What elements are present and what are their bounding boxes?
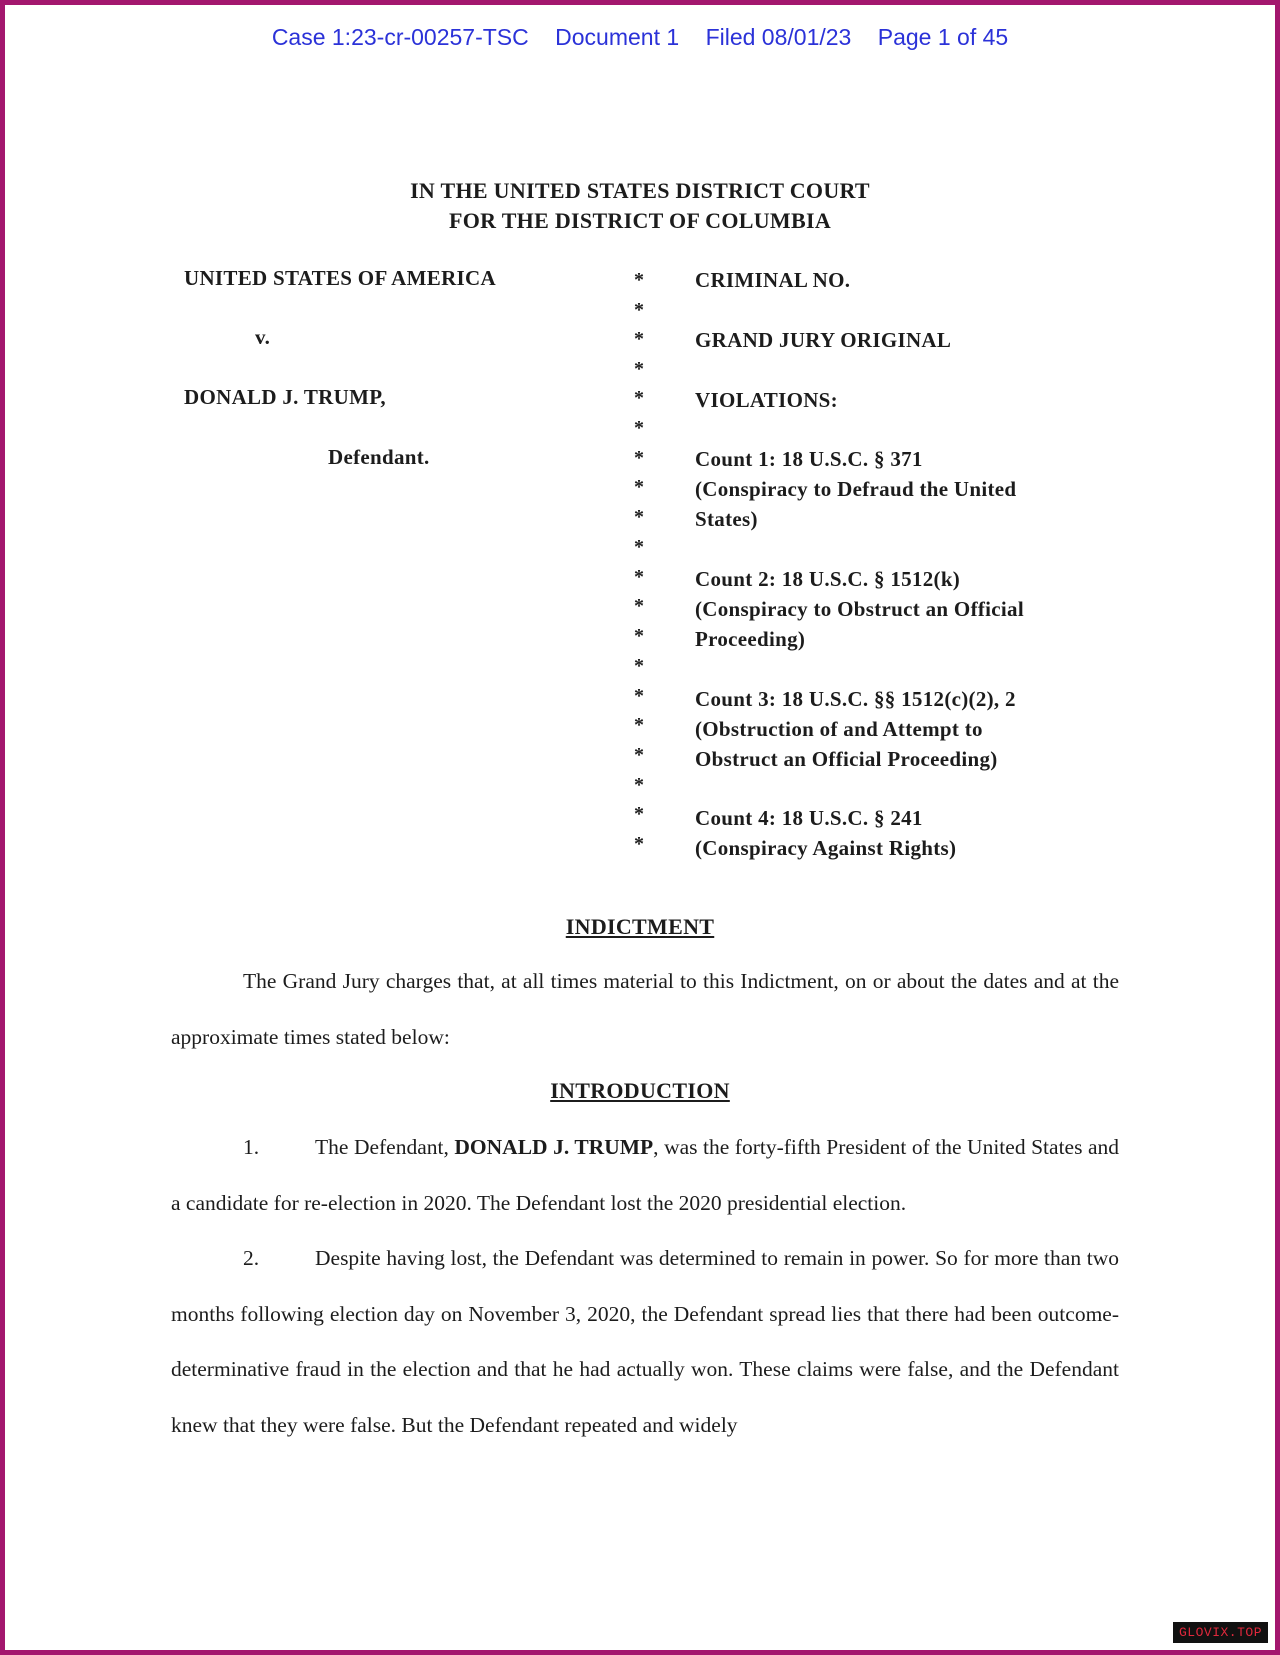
count-4 <box>695 803 956 863</box>
defendant-label: Defendant. <box>328 445 430 469</box>
separator-star: * <box>634 595 644 617</box>
separator-star: * <box>634 476 644 498</box>
defendant-name-bold: DONALD J. TRUMP <box>454 1135 654 1159</box>
grand-jury-original: GRAND JURY ORIGINAL <box>695 328 952 352</box>
separator-star: * <box>634 328 644 350</box>
separator-star: * <box>634 536 644 558</box>
case-number: Case 1:23-cr-00257-TSC <box>271 24 529 50</box>
separator-star: * <box>634 655 644 677</box>
indictment-heading: INDICTMENT <box>565 914 715 939</box>
paragraph-number: 2. <box>243 1246 260 1270</box>
count-description: Obstruct an Official Proceeding) <box>695 747 998 771</box>
indictment-preamble <box>171 954 1119 1065</box>
count-description: States) <box>695 507 758 531</box>
separator-star: * <box>634 833 644 855</box>
paragraph-text: , was the forty-fifth President of the United States and a candidate for re-election in 2020. The Defendant lost the 2020 presidential election. <box>171 1135 1120 1215</box>
court-title-line2: FOR THE DISTRICT OF COLUMBIA <box>448 208 832 233</box>
paragraph-1 <box>171 1120 1119 1231</box>
separator-star: * <box>634 269 644 291</box>
count-description: (Conspiracy to Defraud the United <box>695 477 1017 501</box>
count-title: Count 2: 18 U.S.C. § 1512(k) <box>695 567 961 591</box>
count-title: Count 3: 18 U.S.C. §§ 1512(c)(2), 2 <box>695 687 1016 711</box>
plaintiff-name: UNITED STATES OF AMERICA <box>184 266 496 290</box>
introduction-heading: INTRODUCTION <box>550 1078 730 1103</box>
document-number: Document 1 <box>555 24 680 50</box>
separator-star: * <box>634 447 644 469</box>
count-title: Count 1: 18 U.S.C. § 371 <box>695 447 923 471</box>
defendant-name: DONALD J. TRUMP, <box>184 385 386 409</box>
count-1 <box>695 444 1016 534</box>
criminal-number: CRIMINAL NO. <box>695 268 851 292</box>
count-description: (Obstruction of and Attempt to <box>695 717 983 741</box>
versus: v. <box>255 325 271 349</box>
separator-star: * <box>634 625 644 647</box>
count-description: (Conspiracy to Obstruct an Official <box>695 597 1024 621</box>
count-title: Count 4: 18 U.S.C. § 241 <box>695 806 923 830</box>
separator-star: * <box>634 387 644 409</box>
court-title <box>0 176 1280 236</box>
separator-star: * <box>634 358 644 380</box>
paragraph-2 <box>171 1231 1119 1453</box>
filed-date: Filed 08/01/23 <box>705 24 852 50</box>
count-description: Proceeding) <box>695 627 806 651</box>
separator-star: * <box>634 744 644 766</box>
separator-star: * <box>634 417 644 439</box>
violations-label: VIOLATIONS: <box>695 388 838 412</box>
separator-star: * <box>634 299 644 321</box>
count-2 <box>695 564 1024 654</box>
watermark: GLOVIX.TOP <box>1173 1622 1268 1643</box>
separator-star: * <box>634 803 644 825</box>
separator-star: * <box>634 774 644 796</box>
paragraph-text: Despite having lost, the Defendant was determined to remain in power. So for more than two months following election day on November 3, 2020, the Defendant spread lies that there had been outcome-determinative fraud in the election and that he had actually won. These claims were false, and the Defendant knew that they were false. But the Defendant repeated and widely <box>171 1246 1119 1437</box>
ecf-header-stamp <box>0 24 1280 51</box>
separator-star: * <box>634 714 644 736</box>
court-title-line1: IN THE UNITED STATES DISTRICT COURT <box>410 178 870 203</box>
separator-star: * <box>634 685 644 707</box>
paragraph-number: 1. <box>243 1135 260 1159</box>
indictment-preamble-text: The Grand Jury charges that, at all times material to this Indictment, on or about the dates and at the approximate times stated below: <box>171 969 1119 1049</box>
paragraph-text: The Defendant, <box>315 1135 455 1159</box>
count-description: (Conspiracy Against Rights) <box>695 836 957 860</box>
separator-star: * <box>634 566 644 588</box>
page-number: Page 1 of 45 <box>877 24 1009 50</box>
count-3 <box>695 684 1016 774</box>
separator-star: * <box>634 506 644 528</box>
